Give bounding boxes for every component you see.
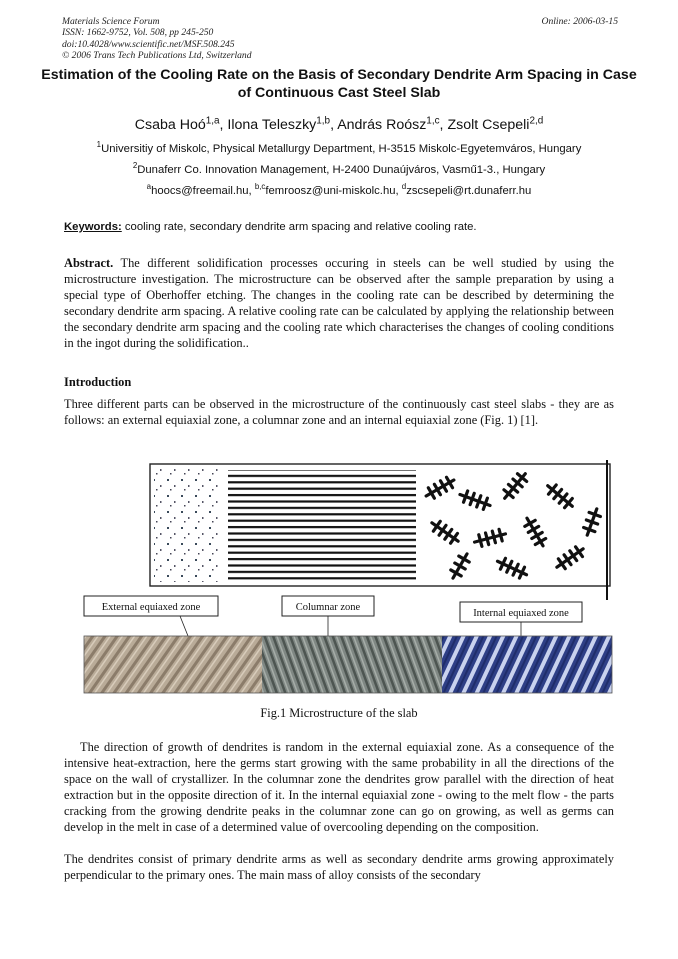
email-list: $^a$hoocs@freemail.hu, $^{b,c}$femroosz@uni-miskolc.hu, $^d$zscsepeli@rt.dunaferr.hu [146, 182, 532, 197]
label-external: External equiaxed zone [101, 602, 201, 613]
intro-paragraph-3: The dendrites consist of primary dendrite arms as well as secondary dendrite arms growing approximately perpendicular to the primary ones. The main mass of alloy consists of the secondary [64, 852, 614, 882]
abstract [64, 256, 614, 351]
abstract-label: Abstract. [64, 256, 114, 270]
author: Ilona Teleszky$^{1,b}$, [227, 115, 338, 133]
micrograph-columnar [262, 636, 442, 693]
keywords [64, 221, 477, 233]
label-columnar: Columnar zone [295, 602, 361, 613]
running-header [62, 16, 618, 62]
abstract-text: The different solidification processes occuring in steels can be well studied by using the microstructure investigation. The microstructure can be observed after the sample preparation by using a special type of Oberhoffer etching. The changes in the cooling rate can be described by determining the secondary dendrite arm spacing. A relative cooling rate can be calculated by applying the relationship between the secondary dendrite arm spacing and the cooling rate which characterises the changes of cooling conditions in the ingot during the solidification.. [64, 256, 614, 350]
micrograph-internal [442, 636, 612, 693]
author: Csaba Hoó$^{1,a}$, [134, 115, 228, 133]
author: András Roósz$^{1,c}$, [337, 115, 448, 133]
figure-1 [80, 460, 618, 695]
pointer-external [180, 616, 188, 636]
affiliation-2: $^2$Dunaferr Co. Innovation Management, H-2400 Dunaújváros, Vasmű1-3., Hungary [132, 161, 546, 176]
label-internal: Internal equiaxed zone [473, 608, 569, 619]
journal-name: Materials Science Forum [62, 16, 160, 27]
copyright: © 2006 Trans Tech Publications Ltd, Switzerland [62, 50, 252, 62]
figure-1-diagram [80, 460, 618, 695]
external-equiaxed-dots [154, 468, 222, 582]
doi: doi:10.4028/www.scientific.net/MSF.508.245 [62, 38, 235, 50]
keywords-label: Keywords: [64, 221, 122, 233]
author: Zsolt Csepeli$^{2,d}$ [447, 115, 544, 133]
figure-1-caption: Fig.1 Microstructure of the slab [260, 706, 418, 720]
intro-paragraph-2: The direction of growth of dendrites is random in the external equiaxial zone. As a consequence of the intensive heat-extraction, here the germs start growing with the same probability in all the directions of the space on the wall of crystallizer. In the columnar zone the dendrites grow parallel with the direction of heat extraction but in the opposite direction of it. In the internal equiaxial zone - owing to the melt flow - the parts cracking from the growing dendrite peaks in the columnar zone can go on growing, as well as germs can develop in the melt in case of a determined value of overcooling depending on the composition. [64, 740, 614, 834]
keywords-text: cooling rate, secondary dendrite arm spacing and relative cooling rate. [121, 221, 477, 233]
columnar-lines [228, 470, 416, 582]
micrograph-external [84, 636, 262, 693]
affiliation-1: $^1$Universitiy of Miskolc, Physical Metallurgy Department, H-3515 Miskolc-Egyetemváros, Hungary [96, 140, 582, 155]
issn: ISSN: 1662-9752, Vol. 508, pp 245-250 [62, 27, 214, 39]
paper-title: Estimation of the Cooling Rate on the Basis of Secondary Dendrite Arm Spacing in Case of Continuous Cast Steel Slab [41, 67, 637, 101]
intro-paragraph-1: Three different parts can be observed in the microstructure of the continuously cast steel slabs - they are as follows: an external equiaxial zone, a columnar zone and an internal equiaxial zone (Fig. 1) [1]. [64, 397, 614, 427]
section-heading-introduction: Introduction [64, 375, 132, 389]
online-date: Online: 2006-03-15 [541, 16, 618, 27]
author-list [40, 117, 638, 133]
